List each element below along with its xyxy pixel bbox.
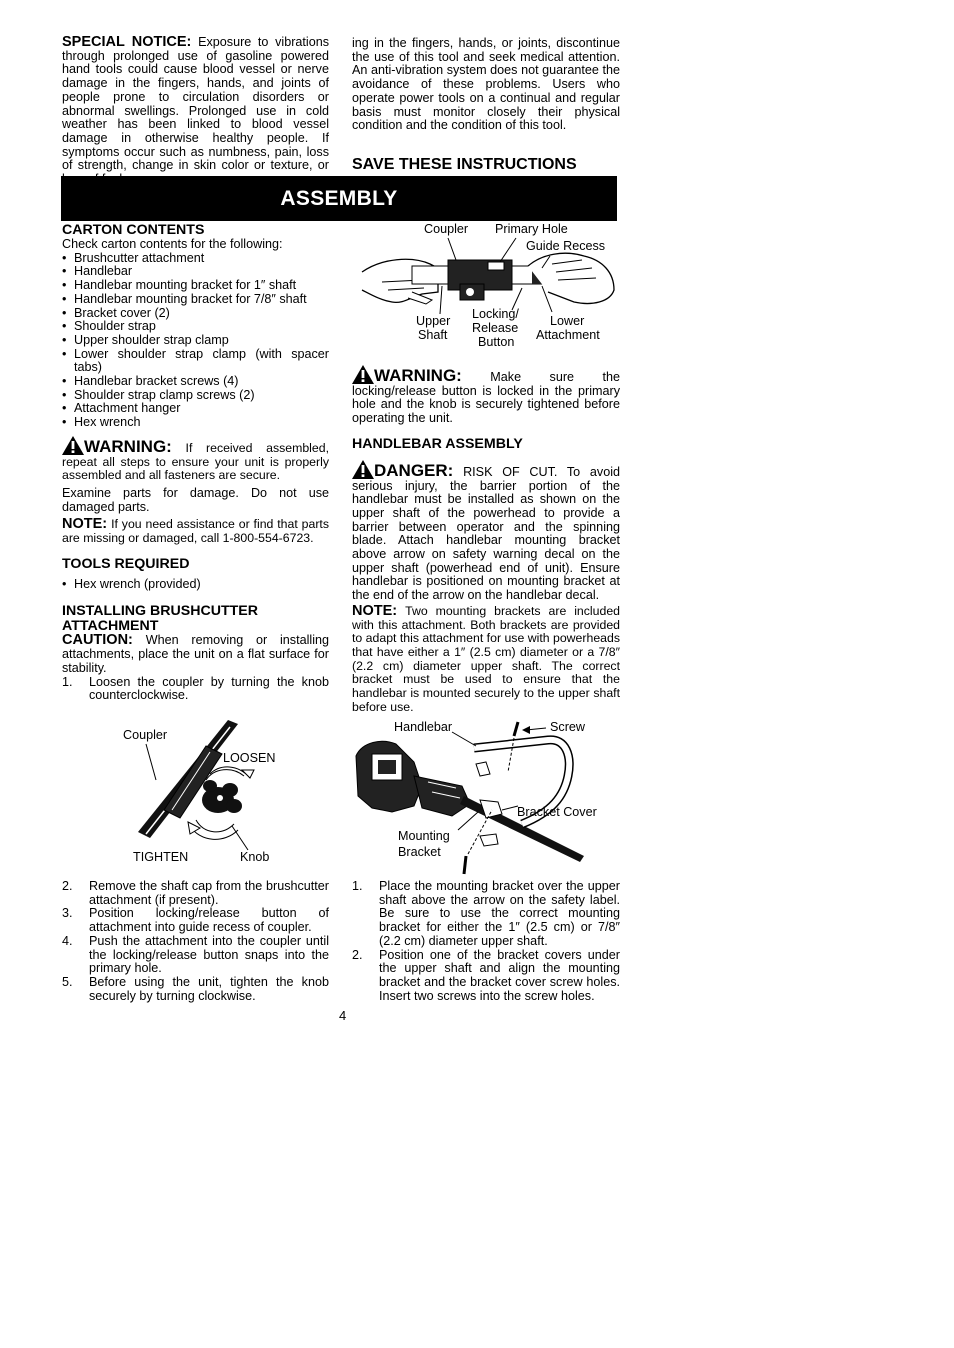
fig-handlebar-label: Handlebar [394, 720, 453, 734]
list-item: • Handlebar bracket screws (4) [62, 375, 329, 389]
danger-label: DANGER: [374, 460, 454, 480]
warning-triangle-icon [62, 436, 84, 455]
list-item: • Shoulder strap clamp screws (2) [62, 389, 329, 403]
list-item: • Handlebar [62, 265, 329, 279]
coupler-knob-figure [110, 718, 310, 868]
special-notice-right [352, 37, 620, 133]
step-text: Push the attachment into the coupler until the locking/release button snaps into the primary hole. [89, 933, 329, 976]
step-text: Loosen the coupler by turning the knob counterclockwise. [89, 674, 329, 703]
danger [352, 460, 620, 603]
examine-text: Examine parts for damage. Do not use damaged parts. [62, 485, 329, 514]
fig-shaft-locking-label: Locking/ [472, 307, 519, 321]
warning-2-text: Make sure the locking/release button is locked in the primary hole and the knob is securely tightened before operating the unit. [352, 370, 620, 426]
installing-heading: INSTALLING BRUSHCUTTER ATTACHMENT [62, 603, 258, 635]
fig-bracket-label: Bracket [398, 845, 441, 859]
step-number: 2. [62, 879, 73, 893]
fig-knob-knob-label: Knob [240, 850, 270, 864]
list-item [62, 676, 329, 703]
fig-shaft-primary-hole-label: Primary Hole [495, 222, 568, 236]
fig-knob-coupler-label: Coupler [123, 728, 168, 742]
warning-1 [62, 436, 329, 483]
list-item: • Attachment hanger [62, 402, 329, 416]
warning-triangle-icon [352, 365, 374, 384]
warning-2-label: WARNING: [374, 366, 462, 385]
list-item: • Hex wrench [62, 416, 329, 430]
note-2 [352, 602, 621, 715]
fig-shaft-shaft-label: Shaft [418, 328, 448, 342]
list-item: • Handlebar mounting bracket for 7/8″ shaft [62, 293, 329, 307]
list-item: • Upper shoulder strap clamp [62, 334, 329, 348]
fig-knob-loosen-label: LOOSEN [223, 751, 276, 765]
fig-bracket-cover-label: Bracket Cover [517, 805, 597, 819]
warning-2 [352, 365, 620, 426]
list-item [352, 949, 620, 1004]
note-2-label: NOTE: [352, 602, 398, 619]
install-steps-list [62, 880, 329, 1003]
handlebar-steps [352, 880, 620, 1003]
assembly-banner: ASSEMBLY [61, 176, 617, 221]
handlebar-figure [352, 716, 620, 876]
step-number: 2. [352, 947, 363, 962]
list-item: • Handlebar mounting bracket for 1″ shaft [62, 279, 329, 293]
fig-shaft-guide-recess-label: Guide Recess [526, 239, 606, 253]
save-instructions-heading: SAVE THESE INSTRUCTIONS [352, 156, 577, 173]
note-1 [62, 518, 329, 545]
handlebar-steps-list [352, 880, 620, 1003]
list-item: • Lower shoulder strap clamp (with spacer tabs) [62, 348, 329, 375]
fig-shaft-button-label: Button [478, 335, 515, 349]
right-column [352, 365, 620, 714]
fig-mounting-label: Mounting [398, 829, 450, 843]
fig-shaft-release-label: Release [472, 321, 519, 335]
handlebar-illustration [352, 716, 620, 876]
left-column [62, 223, 329, 703]
note-2-text: Two mounting brackets are included with this attachment. Both brackets are provided to adapt this attachment for use with powerheads that have either a 1″ (2.5 cm) diameter or a 7/8″ (2.2 cm) diameter upper shaft. The correct bracket must be used to ensure that the handlebar is mounted securely to the upper shaft before use. [352, 603, 621, 714]
shaft-coupler-figure [352, 220, 620, 355]
carton-list [62, 252, 329, 430]
step-number: 5. [62, 974, 73, 989]
fig-shaft-lower-label: Lower [550, 314, 585, 328]
install-step-1 [62, 676, 329, 703]
special-notice-continued: ing in the fingers, hands, or joints, discontinue the use of this tool and seek medical attention. An anti-vibration system does not guarantee the avoidance of these problems. Users who operate power tools on a continual and regular basis must monitor closely their physical condition and the condition of this tool. [352, 36, 620, 133]
list-item: • Brushcutter attachment [62, 252, 329, 266]
special-notice-text: Exposure to vibrations through prolonged use of gasoline powered hand tools could cause blood vessel or nerve damage in the fingers, hands, and joints of people prone to circulation disorders or abnormal swellings. Prolonged use in cold weather has been linked to blood vessel damage in otherwise healthy people. If symptoms occur such as numbness, pain, loss of strength, change in skin color or texture, or [62, 35, 330, 173]
list-item: • Bracket cover (2) [62, 307, 329, 321]
step-text: Remove the shaft cap from the brushcutter attachment (if present). [89, 879, 329, 907]
page-number: 4 [339, 1008, 347, 1023]
fig-shaft-attachment-label: Attachment [536, 328, 600, 342]
note-1-label: NOTE: [62, 516, 108, 533]
special-notice-label: SPECIAL NOTICE: [62, 34, 192, 50]
caution [62, 634, 329, 675]
step-text: Place the mounting bracket over the upper shaft above the arrow on the safety label. Be sure to use the correct mounting bracket for either the 1″ (2.5 cm) or 7/8″ (2.2 cm) diameter upper shaft. [379, 879, 620, 948]
warning-1-text: If received assembled, repeat all steps to ensure your unit is properly assembled and all fasteners are secure. [62, 440, 330, 483]
fig-knob-tighten-label: TIGHTEN [133, 850, 189, 864]
step-number: 1. [352, 879, 363, 893]
tools-required-heading: TOOLS REQUIRED [62, 555, 190, 572]
fig-shaft-coupler-label: Coupler [424, 222, 469, 236]
handlebar-assembly-heading: HANDLEBAR ASSEMBLY [352, 435, 523, 452]
list-item [62, 880, 329, 907]
list-item: • Hex wrench (provided) [62, 578, 329, 592]
step-number: 3. [62, 906, 73, 921]
step-text: Position locking/release button of attachment into guide recess of coupler. [89, 906, 329, 935]
carton-intro: Check carton contents for the following: [62, 237, 283, 251]
install-steps-rest [62, 880, 329, 1003]
caution-text: When removing or installing attachments, place the unit on a flat surface for stability. [62, 633, 329, 675]
list-item [62, 935, 329, 976]
carton-contents-heading: CARTON CONTENTS [62, 222, 205, 238]
fig-shaft-upper-label: Upper [416, 314, 451, 328]
fig-screw-label: Screw [550, 720, 585, 734]
list-item [62, 976, 329, 1003]
note-1-text: If you need assistance or find that parts are missing or damaged, call 1-800-554-6723. [62, 517, 329, 546]
warning-1-label: WARNING: [84, 436, 172, 456]
step-number: 4. [62, 933, 73, 948]
tools-list [62, 578, 329, 592]
step-text: Before using the unit, tighten the knob securely by turning clockwise. [89, 974, 329, 1003]
caution-label: CAUTION: [62, 632, 133, 649]
danger-text: RISK OF CUT. To avoid serious injury, the barrier portion of the handlebar must be installed as shown on the upper shaft of the powerhead to provide a barrier between operator and the spinning blade. Attach handlebar mounting bracket above arrow on safety warning decal on the upper shaft (powerhead end of unit). Ensure handlebar is positioned on mounting bracket at the end of the arrow on the handlebar decal. [352, 464, 621, 603]
list-item: • Shoulder strap [62, 320, 329, 334]
list-item [62, 907, 329, 934]
step-text: Position one of the bracket covers under the upper shaft and align the mounting bracket and the bracket cover screw holes. Insert two screws into the screw holes. [379, 947, 620, 1003]
special-notice-left [62, 36, 329, 187]
step-number: 1. [62, 674, 73, 689]
danger-triangle-icon [352, 460, 374, 479]
list-item [352, 880, 620, 949]
